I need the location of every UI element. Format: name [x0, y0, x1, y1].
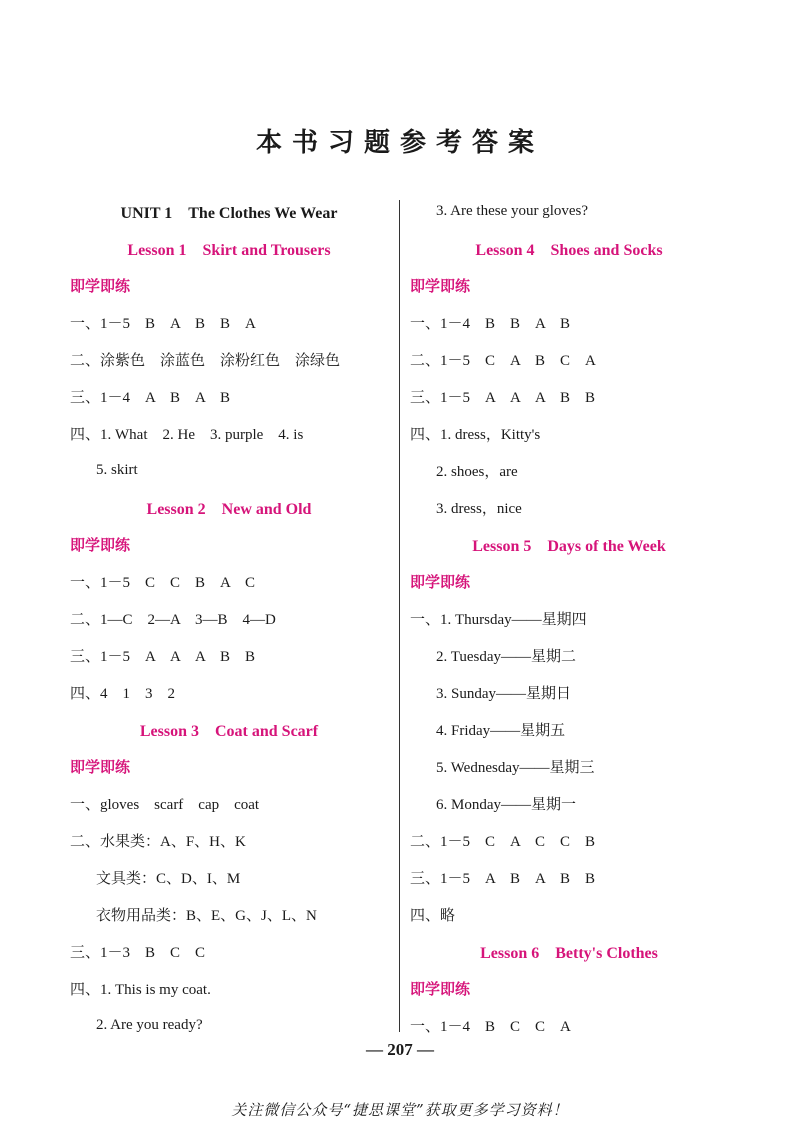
- answer-line: 5. skirt: [96, 462, 138, 478]
- lesson-heading: Lesson 3 Coat and Scarf: [139, 723, 319, 740]
- page-number: — 207 —: [366, 1040, 434, 1059]
- answer-line: 3. Are these your gloves?: [436, 203, 589, 219]
- lesson-heading: Lesson 2 New and Old: [146, 501, 312, 518]
- answer-line: 文具类：C、D、I、M: [96, 871, 241, 887]
- answer-line: 二、1－5 C A B C A: [410, 353, 596, 369]
- answer-line: 三、1－5 A A A B B: [70, 649, 256, 665]
- answer-line: 四、略: [410, 908, 456, 924]
- answer-line: 6. Monday——星期一: [436, 797, 576, 813]
- section-heading: 即学即练: [410, 277, 471, 295]
- column-divider: [399, 200, 400, 1032]
- section-heading: 即学即练: [70, 536, 131, 554]
- unit-heading: UNIT 1 The Clothes We Wear: [120, 205, 338, 222]
- answer-line: 二、水果类：A、F、H、K: [70, 834, 246, 850]
- answer-line: 一、gloves scarf cap coat: [70, 797, 260, 813]
- section-heading: 即学即练: [410, 980, 471, 998]
- lesson-heading: Lesson 6 Betty's Clothes: [480, 945, 658, 962]
- answer-line: 一、1－4 B C C A: [410, 1019, 571, 1035]
- lesson-heading: Lesson 4 Shoes and Socks: [475, 242, 663, 259]
- answer-line: 4. Friday——星期五: [436, 723, 566, 739]
- section-heading: 即学即练: [70, 758, 131, 776]
- answer-line: 四、1. What 2. He 3. purple 4. is: [70, 427, 304, 443]
- section-heading: 即学即练: [70, 277, 131, 295]
- answer-line: 四、1. dress，Kitty's: [410, 427, 541, 443]
- answer-line: 四、1. This is my coat.: [70, 982, 211, 998]
- answer-line: 衣物用品类：B、E、G、J、L、N: [96, 908, 317, 924]
- answer-line: 2. shoes，are: [436, 464, 518, 480]
- page-title: 本书习题参考答案: [255, 128, 544, 158]
- right-column: [410, 193, 728, 1044]
- answer-line: 二、1－5 C A C C B: [410, 834, 596, 850]
- footer-note: 关注微信公众号“捷思课堂”获取更多学习资料！: [231, 1101, 569, 1119]
- answer-line: 三、1－5 A A A B B: [410, 390, 596, 406]
- answer-line: 二、1—C 2—A 3—B 4—D: [70, 612, 276, 628]
- answer-line: 三、1－3 B C C: [70, 945, 206, 961]
- answer-line: 3. dress，nice: [436, 501, 522, 517]
- answer-line: 三、1－5 A B A B B: [410, 871, 596, 887]
- lesson-heading: Lesson 5 Days of the Week: [472, 538, 666, 555]
- answer-line: 四、4 1 3 2: [70, 686, 176, 702]
- answer-line: 2. Tuesday——星期二: [436, 649, 577, 665]
- answer-line: 一、1－5 B A B B A: [70, 316, 256, 332]
- answer-line: 二、涂紫色 涂蓝色 涂粉红色 涂绿色: [70, 353, 341, 369]
- left-column: [70, 193, 388, 1044]
- answer-line: 一、1－4 B B A B: [410, 316, 571, 332]
- answer-line: 一、1－5 C C B A C: [70, 575, 256, 591]
- lesson-heading: Lesson 1 Skirt and Trousers: [127, 242, 331, 259]
- answer-line: 3. Sunday——星期日: [436, 686, 572, 702]
- answer-line: 三、1－4 A B A B: [70, 390, 231, 406]
- answer-line: 5. Wednesday——星期三: [436, 760, 595, 776]
- section-heading: 即学即练: [410, 573, 471, 591]
- answer-line: 一、1. Thursday——星期四: [410, 612, 587, 628]
- answer-line: 2. Are you ready?: [96, 1017, 203, 1033]
